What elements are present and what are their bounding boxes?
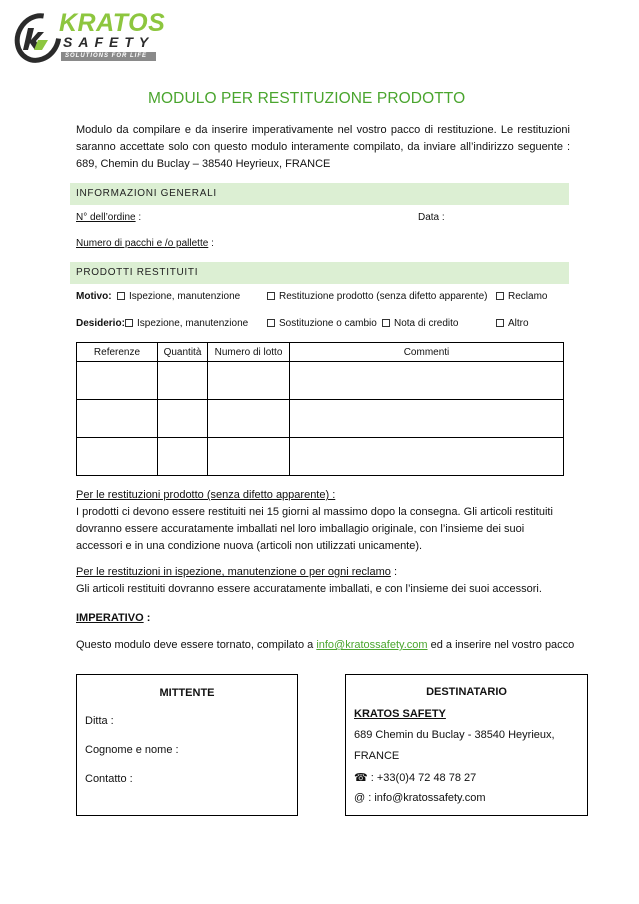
inspection-returns-body: Gli articoli restituiti dovranno essere accuratamente imballati, e con l’insieme dei suoi accessori.: [76, 583, 542, 595]
section-general-info: INFORMAZIONI GENERALI: [70, 183, 569, 205]
option-label: Ispezione, manutenzione: [129, 291, 241, 302]
imperative-heading: IMPERATIVO: [76, 612, 144, 624]
checkbox[interactable]: [496, 319, 504, 327]
recipient-email[interactable]: : info@kratossafety.com: [365, 792, 486, 804]
checkbox[interactable]: [267, 319, 275, 327]
table-row: [77, 400, 564, 438]
recipient-company: KRATOS SAFETY: [354, 708, 446, 720]
reason-label: Motivo:: [76, 291, 112, 302]
wish-option-inspection[interactable]: [125, 318, 248, 329]
product-returns-heading: Per le restituzioni prodotto (senza difetto apparente) :: [76, 489, 336, 501]
table-header-row: [77, 343, 564, 362]
recipient-phone-row: [354, 771, 476, 784]
logo-brand-kratos: KRATOS: [59, 9, 166, 37]
product-returns-section: [76, 487, 570, 555]
imperative-text-before: Questo modulo deve essere tornato, compilato a: [76, 639, 317, 651]
checkbox[interactable]: [267, 292, 275, 300]
cell-lot-number[interactable]: [208, 362, 290, 400]
table-row: [77, 438, 564, 476]
cell-quantity[interactable]: [158, 362, 208, 400]
cell-comments[interactable]: [290, 438, 564, 476]
recipient-phone: : +33(0)4 72 48 78 27: [367, 772, 477, 784]
option-label: Ispezione, manutenzione: [137, 318, 249, 329]
recipient-email-row: [354, 792, 486, 804]
reason-option-product-return[interactable]: [267, 291, 487, 302]
wish-option-replacement[interactable]: [267, 318, 377, 329]
recipient-box: [345, 674, 588, 816]
page-title: MODULO PER RESTITUZIONE PRODOTTO: [148, 90, 466, 107]
imperative-text: [76, 637, 575, 654]
section-returned-products: PRODOTTI RESTITUITI: [70, 262, 569, 284]
logo-brand-safety: SAFETY: [63, 34, 155, 50]
checkbox[interactable]: [496, 292, 504, 300]
column-header-references: Referenze: [77, 343, 158, 362]
imperative-sep: :: [143, 612, 151, 624]
logo-tagline: SOLUTIONS FOR LIFE: [61, 52, 156, 61]
reason-option-complaint[interactable]: [496, 291, 547, 302]
option-label: Altro: [508, 318, 529, 329]
imperative-heading-row: [76, 610, 570, 627]
order-number-sep: :: [135, 212, 142, 223]
cell-references[interactable]: [77, 400, 158, 438]
wish-option-other[interactable]: [496, 318, 529, 329]
cell-quantity[interactable]: [158, 400, 208, 438]
reason-option-inspection[interactable]: [117, 291, 240, 302]
cell-quantity[interactable]: [158, 438, 208, 476]
packages-label: Numero di pacchi e /o pallette: [76, 238, 209, 249]
cell-lot-number[interactable]: [208, 400, 290, 438]
option-label: Reclamo: [508, 291, 548, 302]
returned-items-table: [76, 342, 564, 476]
date-field[interactable]: [418, 212, 445, 223]
at-sign-icon: @: [354, 792, 366, 804]
sender-box: [76, 674, 298, 816]
checkbox[interactable]: [117, 292, 125, 300]
sender-title: MITTENTE: [159, 687, 215, 699]
cell-comments[interactable]: [290, 362, 564, 400]
column-header-comments: Commenti: [290, 343, 564, 362]
recipient-address-line2: FRANCE: [354, 750, 400, 762]
wish-label: Desiderio:: [76, 318, 125, 329]
table-row: [77, 362, 564, 400]
inspection-returns-section: [76, 564, 570, 598]
date-label: Data :: [418, 212, 445, 223]
cell-references[interactable]: [77, 362, 158, 400]
checkbox[interactable]: [125, 319, 133, 327]
cell-references[interactable]: [77, 438, 158, 476]
column-header-lot-number: Numero di lotto: [208, 343, 290, 362]
telephone-icon: ☎: [354, 772, 368, 784]
order-number-field[interactable]: [76, 212, 141, 223]
kratos-safety-logo: [14, 8, 164, 66]
sender-contact-field[interactable]: Contatto :: [85, 773, 133, 785]
intro-paragraph: Modulo da compilare e da inserire imperativamente nel vostro pacco di restituzione. Le restituzioni saranno accettate solo con questo modulo interamente compilato, da inviare all’indirizzo seguente : 689, Chemin du Buclay – 38540 Heyrieux, FRANCE: [76, 124, 570, 170]
packages-field[interactable]: [76, 238, 214, 249]
inspection-returns-heading: Per le restituzioni in ispezione, manutenzione o per ogni reclamo: [76, 566, 391, 578]
checkbox[interactable]: [382, 319, 390, 327]
inspection-returns-sep: :: [390, 566, 398, 578]
recipient-title: DESTINATARIO: [426, 686, 507, 698]
option-label: Nota di credito: [394, 318, 459, 329]
cell-lot-number[interactable]: [208, 438, 290, 476]
cell-comments[interactable]: [290, 400, 564, 438]
column-header-quantity: Quantità: [158, 343, 208, 362]
sender-company-field[interactable]: Ditta :: [85, 715, 114, 727]
packages-sep: :: [208, 238, 214, 249]
recipient-address-line1: 689 Chemin du Buclay - 38540 Heyrieux,: [354, 729, 555, 741]
option-label: Restituzione prodotto (senza difetto apparente): [279, 291, 488, 302]
imperative-text-after: ed a inserire nel vostro pacco: [427, 639, 575, 651]
wish-option-credit-note[interactable]: [382, 318, 458, 329]
sender-name-field[interactable]: Cognome e nome :: [85, 744, 179, 756]
option-label: Sostituzione o cambio: [279, 318, 377, 329]
logo-emblem-icon: [14, 10, 62, 64]
product-returns-body: I prodotti ci devono essere restituiti nei 15 giorni al massimo dopo la consegna. Gli articoli restituiti dovranno essere accuratamente imballati nel loro imballagio originale, con l’insieme dei suoi accessori e in una condizione nuova (articoli non utilizzati unicamente).: [76, 506, 553, 552]
email-link[interactable]: info@kratossafety.com: [316, 639, 428, 651]
order-number-label: N° dell’ordine: [76, 212, 136, 223]
